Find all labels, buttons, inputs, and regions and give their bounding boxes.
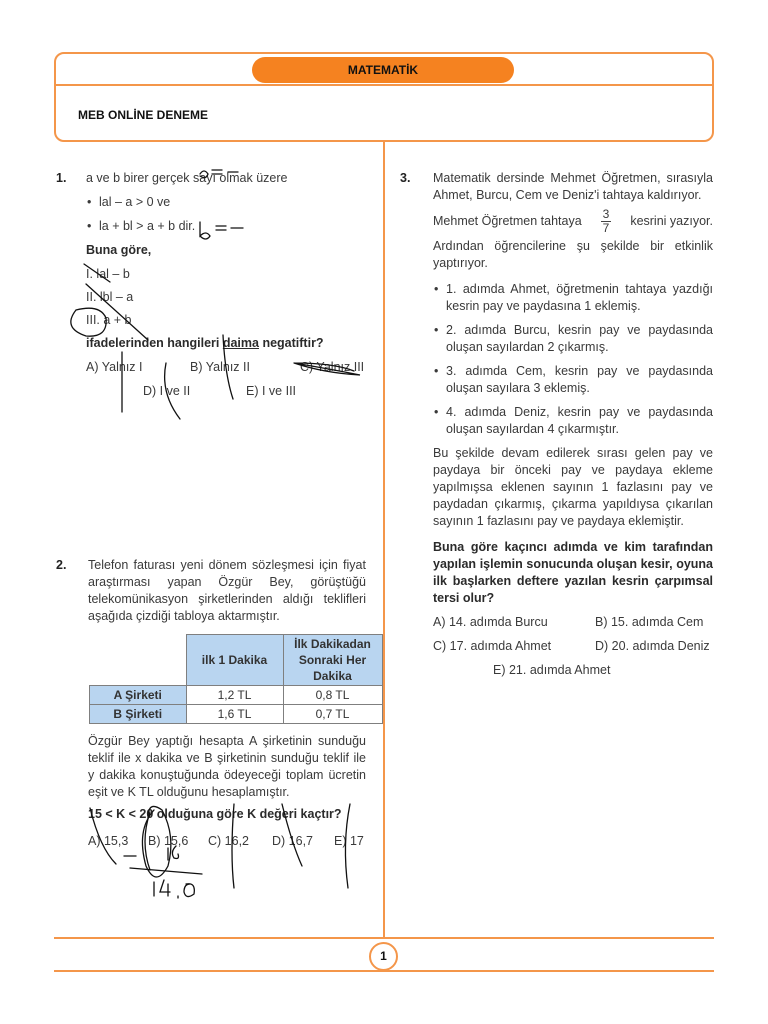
q1-option-b[interactable]: B) Yalnız II	[190, 360, 250, 374]
q3-rule: Bu şekilde devam edilerek sırası gelen pay ve paydaya bir önceki pay ve paydaya ekleme yapılmışsa eklenen sayının 1 fazlasını pay ve paydadan çıkarmış, çıkarma yapıldıysa çıkarılan sayının 1 fazlasını pay ve paydaya eklemiştir.	[433, 446, 713, 528]
q3-option-e[interactable]: E) 21. adımda Ahmet	[493, 663, 611, 677]
q3-option-a[interactable]: A) 14. adımda Burcu	[433, 615, 548, 629]
q3-activity: Ardından öğrencilerine şu şekilde bir etkinlik yaptırıyor.	[433, 239, 713, 270]
question-3-number: 3.	[400, 171, 411, 185]
footer-line-top	[54, 937, 714, 939]
q3-step-4: • 4. adımda Deniz, kesrin pay ve paydasında oluşan sayılardan 4 çıkarmıştır.	[433, 404, 713, 438]
page-number: 1	[369, 942, 398, 971]
pricing-table	[89, 634, 383, 724]
q1-condition-2: • la + bl > a + b dir.	[86, 218, 376, 235]
q2-body: Özgür Bey yaptığı hesapta A şirketinin sunduğu teklif ile x dakika ve B şirketinin sunduğu teklif ile y dakika konuştuğunda ödeyeceği toplam ücretin eşit ve K TL olduğunu hesaplamıştır.	[88, 734, 366, 799]
q1-item-1: I. lal – b	[86, 267, 130, 281]
q3-step-2: • 2. adımda Burcu, kesrin pay ve paydasında oluşan sayılardan 2 çıkarmış.	[433, 322, 713, 356]
q3-option-d[interactable]: D) 20. adımda Deniz	[595, 639, 710, 653]
q3-fraction-pre: Mehmet Öğretmen tahtaya	[433, 214, 582, 228]
q3-question: Buna göre kaçıncı adımda ve kim tarafından yapılan işlemin sonucunda oluşan kesir, oyuna ilk başlarken deftere yazılan kesrin çarpımsal tersi olur?	[433, 540, 713, 605]
q2-option-d[interactable]: D) 16,7	[272, 834, 313, 848]
table-row-label-b: B Şirketi	[90, 705, 187, 724]
fraction-numerator: 3	[602, 207, 610, 221]
q3-step-1: • 1. adımda Ahmet, öğretmenin tahtaya yazdığı kesrin pay ve paydasına 1 eklemiş.	[433, 281, 713, 315]
q1-question-underlined: daima	[222, 336, 259, 350]
question-1-number: 1.	[56, 171, 67, 185]
footer-line-bottom	[54, 970, 714, 972]
fraction-denominator: 7	[602, 221, 610, 235]
q3-option-c[interactable]: C) 17. adımda Ahmet	[433, 639, 552, 653]
q2-options	[88, 833, 378, 855]
table-cell-b-after: 0,7 TL	[283, 705, 382, 724]
fraction-3-7	[601, 208, 612, 235]
table-header-first-minute: ilk 1 Dakika	[186, 635, 283, 686]
question-1	[86, 170, 376, 405]
q2-option-e[interactable]: E) 17	[334, 834, 364, 848]
q2-option-b[interactable]: B) 15,6	[148, 834, 189, 848]
q1-option-e[interactable]: E) I ve III	[246, 384, 297, 398]
q1-question-post: negatiftir?	[258, 336, 324, 350]
table-cell-b-first: 1,6 TL	[186, 705, 283, 724]
q3-option-b[interactable]: B) 15. adımda Cem	[595, 615, 704, 629]
table-header-after-first: İlk Dakikadan Sonraki Her Dakika	[283, 635, 382, 686]
q1-item-2: II. lbl – a	[86, 290, 134, 304]
q1-lead: Buna göre,	[86, 243, 152, 257]
q1-option-d[interactable]: D) I ve II	[143, 384, 191, 398]
q1-item-3: III. a + b	[86, 313, 132, 327]
exam-title: MEB ONLİNE DENEME	[78, 108, 209, 122]
table-cell-a-first: 1,2 TL	[186, 686, 283, 705]
q1-condition-1: • lal – a > 0 ve	[86, 194, 376, 211]
q1-option-c[interactable]: C) Yalnız III	[300, 360, 365, 374]
q3-fraction-line	[433, 208, 713, 235]
q2-intro: Telefon faturası yeni dönem sözleşmesi için fiyat araştırması yapan Özgür Bey, görüştüğü telekomünikasyon şirketlerinden aldığı teklifleri aşağıda çizdiği tabloya aktarmıştır.	[88, 558, 366, 623]
q1-intro: a ve b birer gerçek sayı olmak üzere	[86, 171, 288, 185]
q1-option-a[interactable]: A) Yalnız I	[86, 360, 143, 374]
column-divider	[383, 142, 385, 937]
question-3	[433, 170, 713, 686]
table-cell-a-after: 0,8 TL	[283, 686, 382, 705]
q3-step-3: • 3. adımda Cem, kesrin pay ve paydasında oluşan sayılara 3 eklemiş.	[433, 363, 713, 397]
q1-question	[86, 335, 376, 352]
question-2-number: 2.	[56, 558, 67, 572]
q3-fraction-post: kesrini yazıyor.	[630, 214, 713, 228]
subject-pill: MATEMATİK	[252, 57, 514, 83]
table-row-label-a: A Şirketi	[90, 686, 187, 705]
q2-option-a[interactable]: A) 15,3	[88, 834, 129, 848]
header-divider	[56, 84, 712, 86]
q2-question: 15 < K < 20 olduğuna göre K değeri kaçtır?	[88, 807, 342, 821]
q3-intro: Matematik dersinde Mehmet Öğretmen, sırasıyla Ahmet, Burcu, Cem ve Deniz'i tahtaya kaldırıyor.	[433, 171, 713, 202]
header-box	[54, 52, 714, 142]
table-corner	[90, 635, 187, 686]
q1-question-pre: ifadelerinden hangileri	[86, 336, 223, 350]
q2-option-c[interactable]: C) 16,2	[208, 834, 249, 848]
